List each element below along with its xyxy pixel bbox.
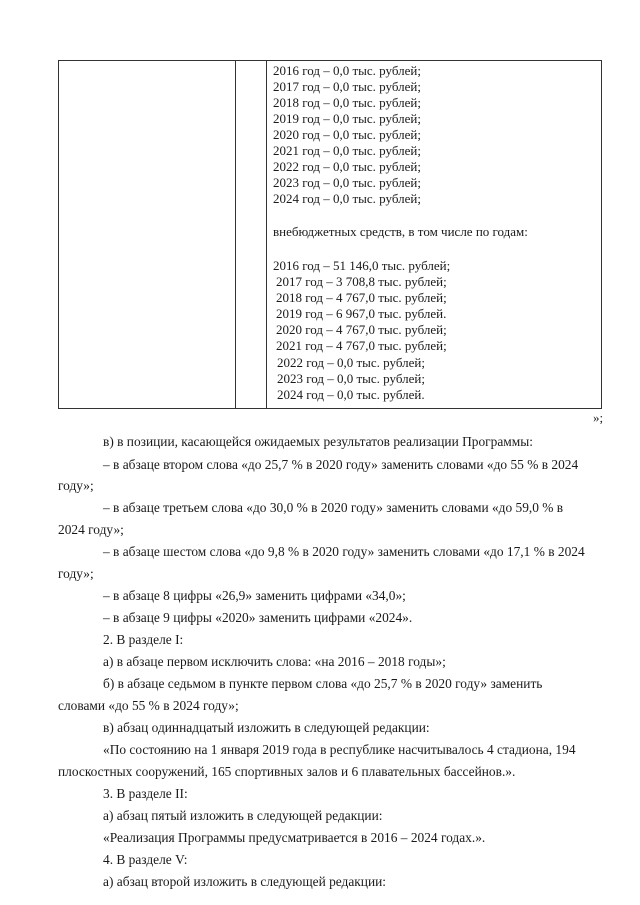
funding-line: 2020 год – 4 767,0 тыс. рублей;	[276, 322, 447, 337]
funding-line: 2017 год – 0,0 тыс. рублей;	[273, 79, 421, 94]
funding-table	[58, 60, 602, 409]
paragraph-line: б) в абзаце седьмом в пункте первом слова «до 25,7 % в 2020 году» заменить	[103, 676, 543, 691]
paragraph-line: – в абзаце 9 цифры «2020» заменить цифрами «2024».	[103, 610, 413, 625]
funding-line: 2023 год – 0,0 тыс. рублей;	[273, 175, 421, 190]
table-column-divider	[235, 61, 236, 408]
funding-line: 2016 год – 51 146,0 тыс. рублей;	[273, 258, 451, 273]
paragraph-line: а) абзац второй изложить в следующей редакции:	[103, 874, 387, 889]
funding-line: 2023 год – 0,0 тыс. рублей;	[277, 371, 425, 386]
paragraph-line: «По состоянию на 1 января 2019 года в республике насчитывалось 4 стадиона, 194	[103, 742, 576, 757]
funding-line: 2024 год – 0,0 тыс. рублей;	[273, 191, 421, 206]
funding-line: 2024 год – 0,0 тыс. рублей.	[277, 387, 425, 402]
funding-line: 2018 год – 4 767,0 тыс. рублей;	[276, 290, 447, 305]
paragraph-line: – в абзаце шестом слова «до 9,8 % в 2020 году» заменить словами «до 17,1 % в 2024	[103, 544, 585, 559]
funding-line: 2016 год – 0,0 тыс. рублей;	[273, 63, 421, 78]
closing-quote-mark: »;	[593, 410, 604, 425]
paragraph-line: а) абзац пятый изложить в следующей редакции:	[103, 808, 383, 823]
table-column-divider	[266, 61, 267, 408]
funding-line: 2020 год – 0,0 тыс. рублей;	[273, 127, 421, 142]
funding-line: 2019 год – 0,0 тыс. рублей;	[273, 111, 421, 126]
paragraph-line: плоскостных сооружений, 165 спортивных залов и 6 плавательных бассейнов.».	[58, 764, 516, 779]
section-heading: 2. В разделе I:	[103, 632, 184, 647]
section-heading: 3. В разделе II:	[103, 786, 188, 801]
paragraph-line: году»;	[58, 566, 94, 581]
funding-line: 2019 год – 6 967,0 тыс. рублей.	[276, 306, 447, 321]
paragraph-line: – в абзаце третьем слова «до 30,0 % в 2020 году» заменить словами «до 59,0 % в	[103, 500, 564, 515]
paragraph-line: в) в позиции, касающейся ожидаемых результатов реализации Программы:	[103, 434, 533, 449]
funding-line: 2021 год – 4 767,0 тыс. рублей;	[276, 338, 447, 353]
paragraph-line: «Реализация Программы предусматривается в 2016 – 2024 годах.».	[103, 830, 486, 845]
funding-subheading: внебюджетных средств, в том числе по годам:	[273, 224, 528, 239]
paragraph-line: словами «до 55 % в 2024 году»;	[58, 698, 239, 713]
paragraph-line: 2024 году»;	[58, 522, 124, 537]
paragraph-line: а) в абзаце первом исключить слова: «на 2016 – 2018 годы»;	[103, 654, 446, 669]
funding-line: 2022 год – 0,0 тыс. рублей;	[273, 159, 421, 174]
funding-line: 2018 год – 0,0 тыс. рублей;	[273, 95, 421, 110]
funding-line: 2021 год – 0,0 тыс. рублей;	[273, 143, 421, 158]
paragraph-line: – в абзаце втором слова «до 25,7 % в 2020 году» заменить словами «до 55 % в 2024	[103, 457, 579, 472]
paragraph-line: в) абзац одиннадцатый изложить в следующей редакции:	[103, 720, 430, 735]
section-heading: 4. В разделе V:	[103, 852, 188, 867]
funding-line: 2017 год – 3 708,8 тыс. рублей;	[276, 274, 447, 289]
paragraph-line: году»;	[58, 478, 94, 493]
funding-line: 2022 год – 0,0 тыс. рублей;	[277, 355, 425, 370]
paragraph-line: – в абзаце 8 цифры «26,9» заменить цифрами «34,0»;	[103, 588, 406, 603]
